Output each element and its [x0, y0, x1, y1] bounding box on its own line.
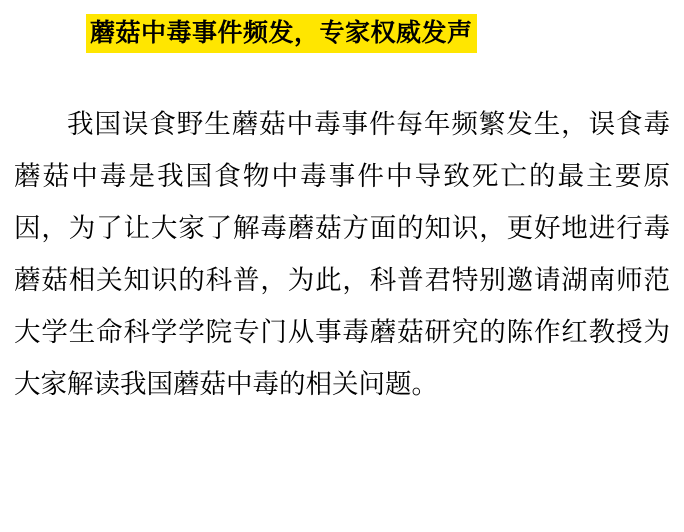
- body-paragraph: 我国误食野生蘑菇中毒事件每年频繁发生，误食毒蘑菇中毒是我国食物中毒事件中导致死亡的最主要原因，为了让大家了解毒蘑菇方面的知识，更好地进行毒蘑菇相关知识的科普，为此，科普君特别邀请湖南师范大学生命科学学院专门从事毒蘑菇研究的陈作红教授为大家解读我国蘑菇中毒的相关问题。: [14, 109, 670, 400]
- article-body: [0, 99, 684, 411]
- page-title: 蘑菇中毒事件频发，专家权威发声: [86, 14, 477, 53]
- title-row: [0, 0, 684, 53]
